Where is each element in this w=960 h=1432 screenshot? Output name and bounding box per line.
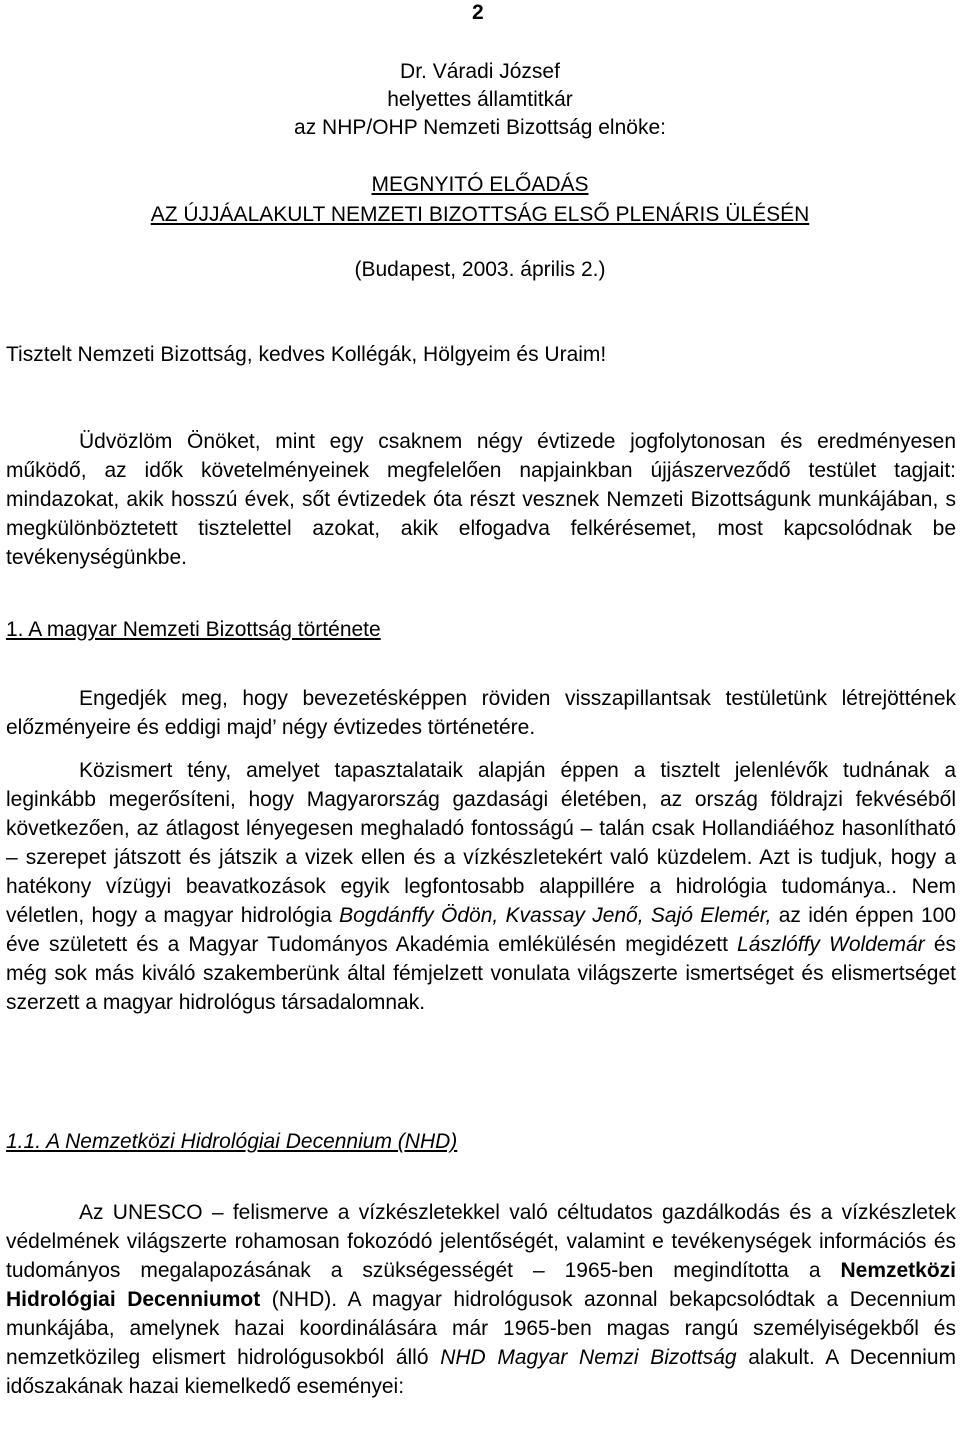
paragraph-text: (NHD). A magyar hidrológusok azonnal bekapcsolódtak a Decennium munkájába, amelynek hazai koordinálására már 1965-ben magas rangú személyiségekből és nemzetközileg elismert hidrológusokból álló (6, 1288, 956, 1369)
paragraph-text: az idén éppen 100 éve született és a Magyar Tudományos Akadémia emlékülésén megidézett (6, 904, 956, 956)
document-title (0, 170, 960, 230)
author-role: helyettes államtitkár (387, 88, 573, 111)
italic-names: Bogdánffy Ödön, Kvassay Jenő, Sajó Elemér, (339, 904, 772, 927)
salutation: Tisztelt Nemzeti Bizottság, kedves Kollégák, Hölgyeim és Uraim! (6, 343, 607, 366)
italic-term: NHD Magyar Nemzi Bizottság (440, 1346, 737, 1369)
title-line-1: MEGNYITÓ ELŐADÁS (371, 173, 589, 196)
paragraph-text: és még sok más kiváló szakemberünk által fémjelzett vonulata világszerte ismertséget és elismertséget szerzett a magyar hidrológus társadalomnak. (6, 933, 956, 1014)
section-1-paragraph-2 (6, 756, 956, 1017)
author-position: az NHP/OHP Nemzeti Bizottság elnöke: (294, 116, 666, 139)
section-1-heading: 1. A magyar Nemzeti Bizottság története (6, 618, 381, 641)
section-1-paragraph-1: Engedjék meg, hogy bevezetésképpen röviden visszapillantsak testületünk létrejöttének előzményeire és eddigi majd’ négy évtizedes történetére. (6, 687, 956, 739)
paragraph-text: Az UNESCO – felismerve a vízkészletekkel való céltudatos gazdálkodás és a vízkészletek védelmének világszerte rohamosan fokozódó jelentőségét, valamint e tevékenységek információs és tudományos megalapozásának a szükségességét – 1965-ben megindította a (6, 1201, 956, 1282)
page-number: 2 (472, 1, 484, 24)
event-date: (Budapest, 2003. április 2.) (354, 258, 606, 281)
section-1-1-paragraph (6, 1198, 956, 1401)
document-header (0, 58, 960, 142)
intro-paragraph: Üdvözlöm Önöket, mint egy csaknem négy évtizede jogfolytonosan és eredményesen működő, az idők követelményeinek megfelelően napjainkban újjászerveződő testület tagjait: mindazokat, akik hosszú évek, sőt évtizedek óta részt vesznek Nemzeti Bizottságunk munkájában, s megkülönböztetett tisztelettel azokat, akik elfogadva felkérésemet, most kapcsolódnak be tevékenységünkbe. (6, 430, 956, 569)
italic-name: Lászlóffy Woldemár (737, 933, 925, 956)
paragraph-text: alakult. A Decennium időszakának hazai kiemelkedő eseményei: (6, 1346, 957, 1398)
paragraph-text: Közismert tény, amelyet tapasztalataik alapján éppen a tisztelt jelenlévők tudnának a leginkább megerősíteni, hogy Magyarország gazdasági életében, az ország földrajzi fekvéséből következően, az átlagost lényegesen meghaladó fontosságú – talán csak Hollandiáéhoz hasonlítható – szerepet játszott és játszik a vizek ellen és a vízkészletekért való küzdelem. Azt is tudjuk, hogy a hatékony vízügyi beavatkozások egyik legfontosabb alappillére a hidrológia tudománya.. Nem véletlen, hogy a magyar hidrológia (6, 759, 956, 927)
section-1-1-heading: 1.1. A Nemzetközi Hidrológiai Decennium (NHD) (6, 1130, 458, 1153)
bold-term: Nemzetközi Hidrológiai Decenniumot (6, 1259, 956, 1311)
title-line-2: AZ ÚJJÁALAKULT NEMZETI BIZOTTSÁG ELSŐ PLENÁRIS ÜLÉSÉN (150, 203, 810, 226)
author-name: Dr. Váradi József (400, 60, 560, 83)
